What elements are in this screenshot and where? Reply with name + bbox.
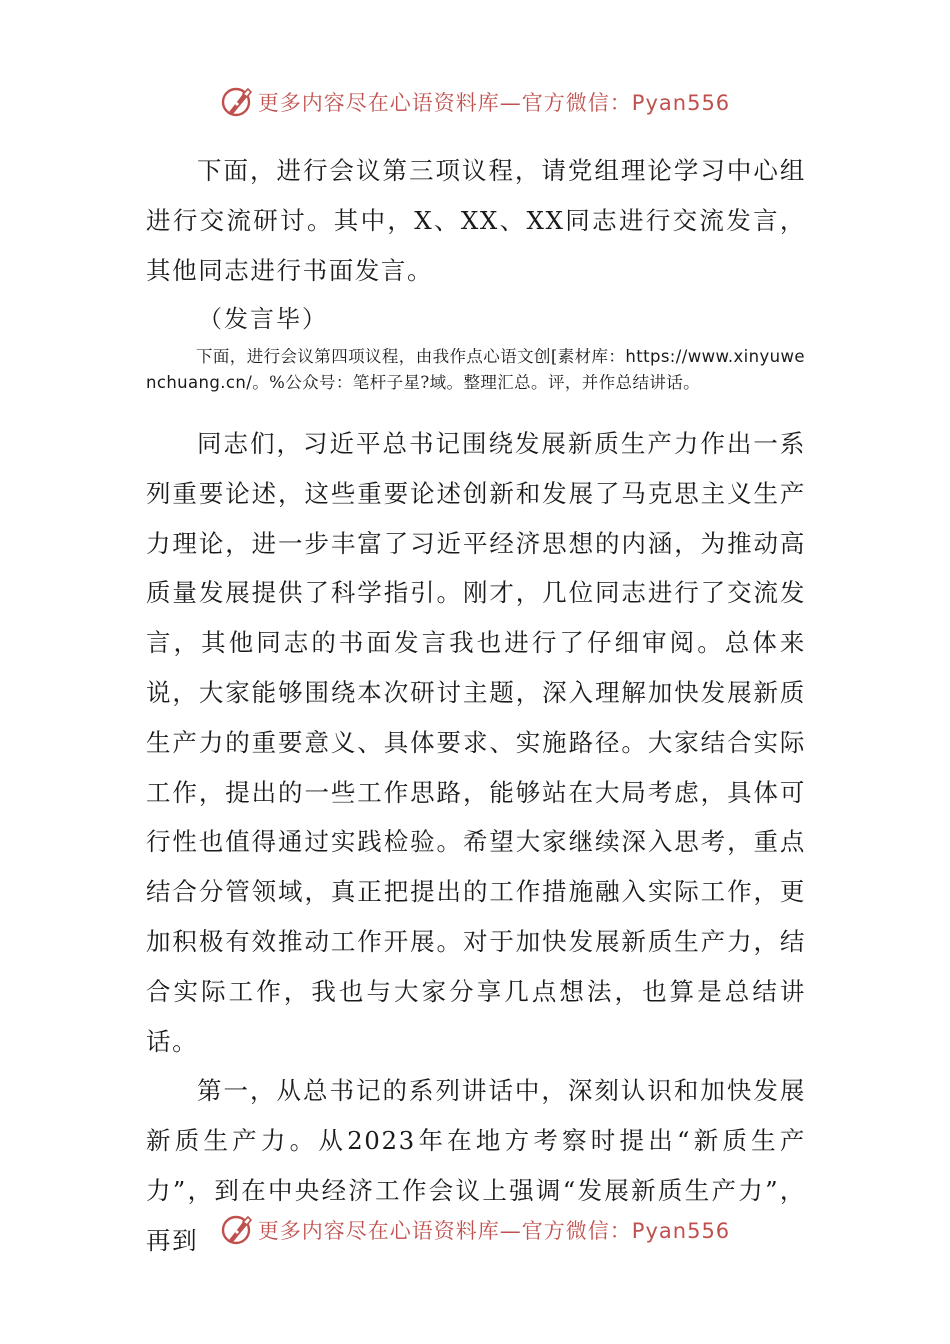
paragraph-speech-ended: （发言毕）: [198, 305, 328, 334]
header-watermark-banner: [0, 80, 950, 124]
document-body-top: [146, 146, 806, 396]
paragraph-summary-speech: 同志们，习近平总书记围绕发展新质生产力作出一系列重要论述，这些重要论述创新和发展了马克思主义生产力理论，进一步丰富了习近平经济思想的内涵，为推动高质量发展提供了科学指引。刚才，几位同志进行了交流发言，其他同志的书面发言我也进行了仔细审阅。总体来说，大家能够围绕本次研讨主题，深入理解加快发展新质生产力的重要意义、具体要求、实施路径。大家结合实际工作，提出的一些工作思路，能够站在大局考虑，具体可行性也值得通过实践检验。希望大家继续深入思考，重点结合分管领域，真正把提出的工作措施融入实际工作，更加积极有效推动工作开展。对于加快发展新质生产力，结合实际工作，我也与大家分享几点想法，也算是总结讲话。: [146, 429, 806, 1056]
pen-nib-logo-icon: [220, 1213, 254, 1247]
agenda-four-text-a: 下面，进行会议第四项议程，由我作点心语文创[素材库：: [196, 347, 626, 367]
agenda-four-text-b: 。%公众号：笔杆子星?域。整理汇总。评，并作总结讲话。: [252, 373, 701, 393]
banner-text: 更多内容尽在心语资料库—官方微信：Pyan556: [257, 1219, 731, 1243]
source-url: https://www.xinyuwenchuang.cn/: [146, 347, 805, 393]
banner-text: 更多内容尽在心语资料库—官方微信：Pyan556: [257, 91, 731, 115]
pen-nib-logo-icon: [220, 85, 254, 119]
document-body-main: [146, 419, 806, 1266]
paragraph-point-one: 第一，从总书记的系列讲话中，深刻认识和加快发展新质生产力。从2023年在地方考察时提出“新质生产力”，到在中央经济工作会议上强调“发展新质生产力”，再到: [146, 1076, 806, 1255]
footer-watermark-banner: [0, 1208, 950, 1252]
paragraph-agenda-item-four: [146, 344, 806, 396]
paragraph-agenda-item-three: 下面，进行会议第三项议程，请党组理论学习中心组进行交流研讨。其中，X、XX、XX同志进行交流发言，其他同志进行书面发言。: [146, 156, 806, 285]
